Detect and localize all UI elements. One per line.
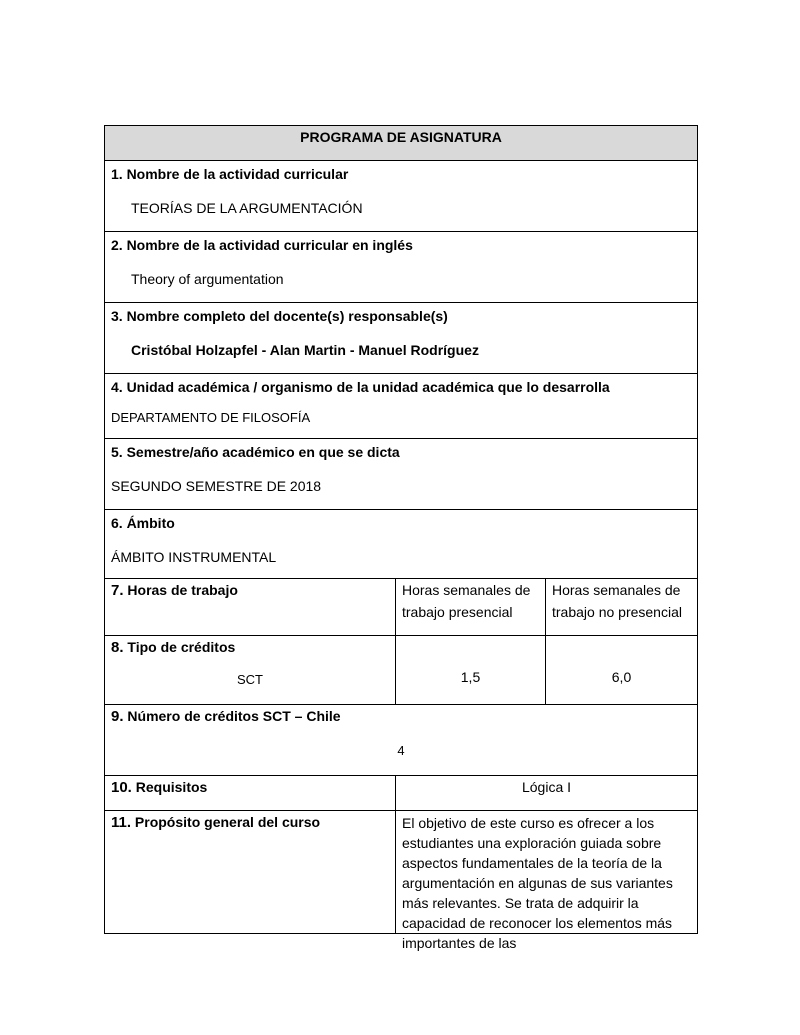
section-9-number: 9.: [111, 708, 124, 725]
section-4-row: [105, 374, 698, 439]
course-program-table: [104, 125, 698, 951]
section-7-number: 7.: [111, 582, 124, 599]
section-5-label: 5. Semestre/año académico en que se dicta: [111, 444, 400, 460]
section-7-row: [105, 579, 698, 636]
section-9-row: [105, 705, 698, 776]
section-1-value: TEORÍAS DE LA ARGUMENTACIÓN: [131, 200, 363, 216]
section-4-label: 4. Unidad académica / organismo de la unidad académica que lo desarrolla: [111, 379, 610, 395]
hours-no-presencial-value: 6,0: [546, 636, 698, 705]
section-8-row: [105, 636, 698, 705]
section-6-label: 6. Ámbito: [111, 515, 175, 531]
section-9-value: 4: [397, 743, 405, 758]
section-11-label: Propósito general del curso: [134, 814, 321, 830]
section-6-value: ÁMBITO INSTRUMENTAL: [111, 549, 277, 565]
section-3-value: Cristóbal Holzapfel - Alan Martin - Manuel Rodríguez: [131, 342, 479, 358]
section-8-number: 8.: [111, 639, 124, 656]
section-11-row: [105, 811, 698, 934]
section-10-row: [105, 776, 698, 811]
document-title: PROGRAMA DE ASIGNATURA: [105, 126, 698, 161]
section-10-number: 10.: [111, 779, 132, 796]
section-6-row: [105, 510, 698, 579]
credit-type-value: SCT: [237, 672, 263, 687]
section-2-label: 2. Nombre de la actividad curricular en inglés: [111, 237, 413, 253]
hours-no-presencial-header: Horas semanales de trabajo no presencial: [546, 579, 698, 636]
section-10-label: Requisitos: [135, 779, 208, 795]
section-2-value: Theory of argumentation: [131, 271, 284, 287]
section-9-label: Número de créditos SCT – Chile: [127, 708, 341, 724]
section-4-value: DEPARTAMENTO DE FILOSOFÍA: [111, 410, 311, 425]
section-10-value: Lógica I: [396, 776, 698, 811]
section-7-label: Horas de trabajo: [127, 582, 238, 598]
section-3-label: 3. Nombre completo del docente(s) responsable(s): [111, 308, 448, 324]
section-1-row: [105, 161, 698, 232]
section-8-label: Tipo de créditos: [127, 639, 236, 655]
section-1-label: 1. Nombre de la actividad curricular: [111, 166, 349, 182]
section-2-row: [105, 232, 698, 303]
section-11-number: 11.: [111, 814, 132, 831]
hours-presencial-value: 1,5: [396, 636, 546, 705]
section-3-row: [105, 303, 698, 374]
table-header-row: [105, 126, 698, 161]
section-11-value: El objetivo de este curso es ofrecer a los estudiantes una exploración guiada sobre aspectos fundamentales de la teoría de la argumentación en algunas de sus variantes más relevantes. Se trata de adquirir la capacidad de reconocer los elementos más importantes de las: [402, 815, 673, 951]
hours-presencial-header: Horas semanales de trabajo presencial: [396, 579, 546, 636]
section-5-row: [105, 439, 698, 510]
section-5-value: SEGUNDO SEMESTRE DE 2018: [111, 478, 322, 494]
